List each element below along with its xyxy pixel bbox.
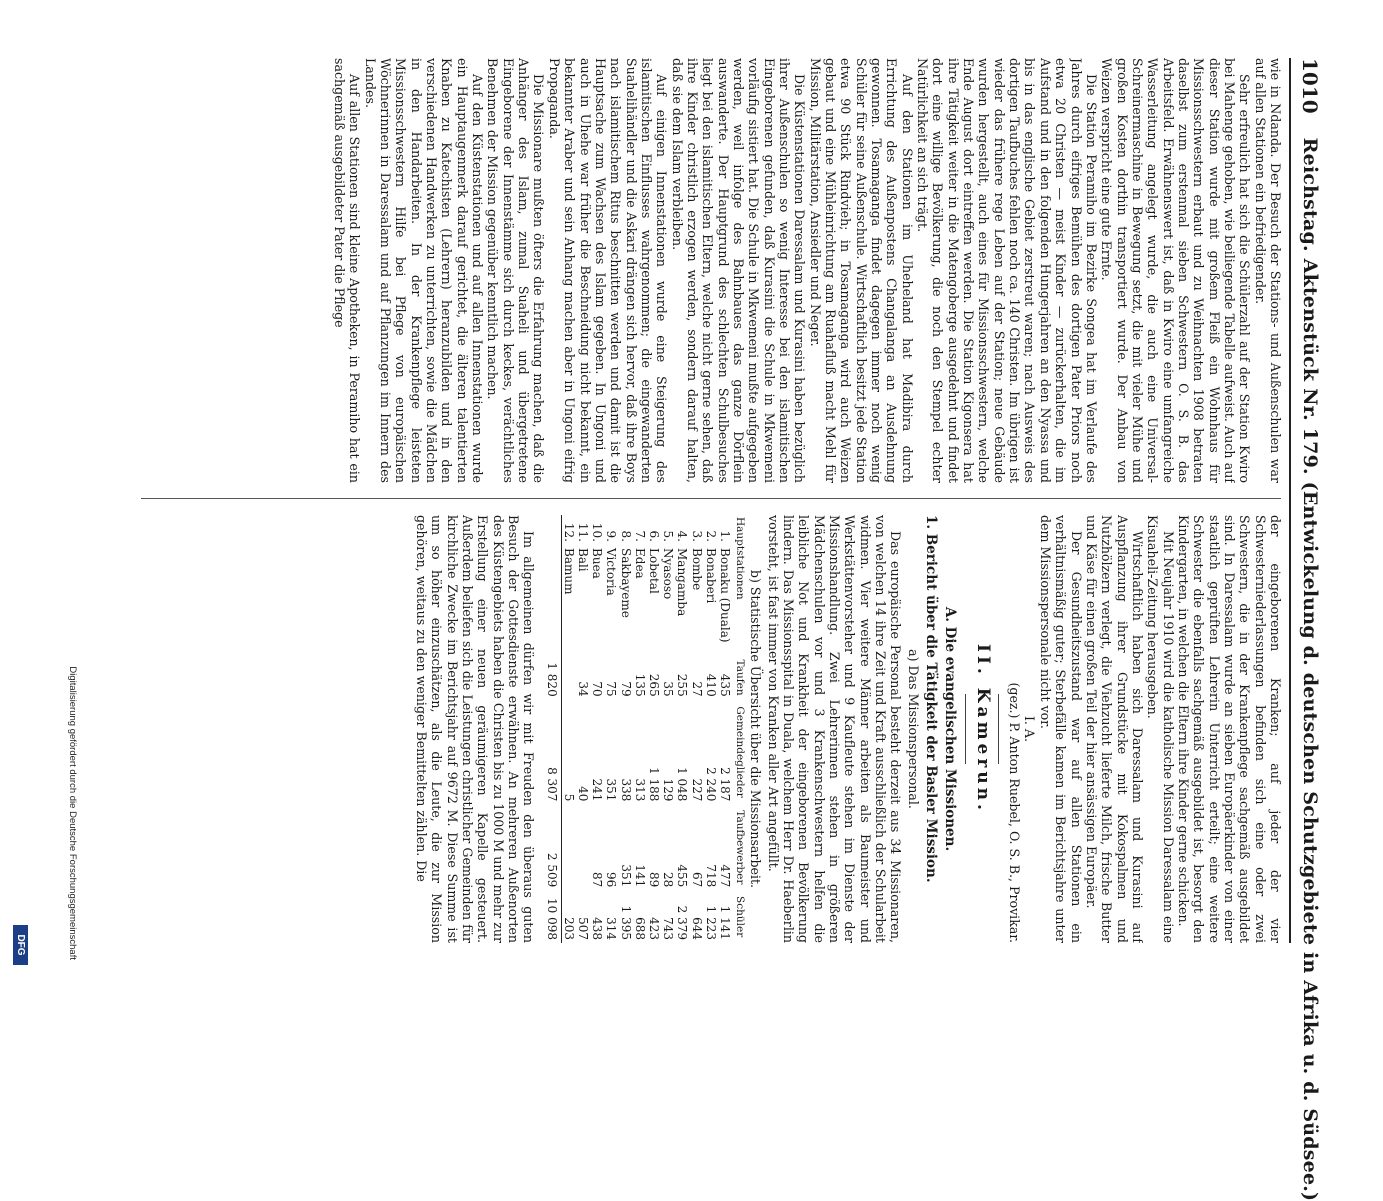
paragraph: Die Missionare mußten öfters die Erfahrung machen, daß die Anhänger des Islam, zumal Suaheli und übergetretene Eingeborene der Innenstämme sich durch keckes, verächtliches Benehmen der Mission gegenüber kenntlich machen. [485,58,547,483]
table-row [661,515,675,943]
station-name: Nyasoso [661,548,676,600]
total-spacer [544,515,561,655]
station-name: Bombe [689,548,704,591]
table-header: Taufbewerber [734,810,746,885]
cell-schueler: 423 [646,917,661,940]
row-number: 4. [675,530,690,542]
table-header: Taufen [734,659,746,696]
cell-schueler: 1 141 [718,905,732,940]
cell-schueler: 438 [590,917,605,940]
table-row [576,515,590,943]
table-header: Gemeindeglieder [734,706,746,798]
cell-taufen: 34 [575,681,590,697]
total-cell: 8 307 [544,700,561,805]
cell-schueler: 314 [604,917,619,940]
row-number: 9. [604,530,619,542]
row-number: 5. [661,530,676,542]
cell-taufen [561,655,576,699]
row-number: 11. [575,522,590,542]
cell-taufbewerber: 89 [646,872,661,888]
table-row [689,515,703,943]
report-heading: 1. Bericht über die Tätigkeit der Basler Mission. [923,515,940,883]
table-header: Schüler [734,896,746,938]
section-title: II. Kamerun. [972,644,993,814]
row-number: 8. [618,530,633,542]
digitization-credit: Digitalisierung gefördert durch die Deutsche Forschungsgemeinschaft [67,666,78,960]
row-number: 10. [590,522,605,542]
table-row [675,515,689,943]
section-separator [965,694,966,764]
cell-schueler: 1 395 [618,905,633,940]
table-row [718,515,732,943]
cell-gemeindeglieder: 227 [689,778,704,802]
row-number: 3. [689,530,704,542]
cell-taufbewerber: 28 [661,872,676,888]
station-name: Victoria [604,548,619,596]
station-name: Bonaberi [703,548,718,604]
cell-gemeindeglieder: 5 [561,793,576,802]
cell-schueler: 2 379 [675,905,690,940]
subheading-personal: a) Das Missionspersonal. [905,649,921,809]
row-number: 6. [646,530,661,542]
cell-gemeindeglieder: 338 [618,778,633,802]
cell-taufbewerber [561,804,576,890]
paragraph: Im allgemeinen dürfen wir mit Freuden den überaus guten Besuch der Gottesdienste erwähnen. An mehreren Außenorten des Küstengebiets haben die Christen bis zu 1000 M und mehr zur Erstellung einer neuen geräumigeren Kapelle gesteuert. Außerdem beliefen sich die Leistungen christlicher Gemeinden für kirchliche Zwecke im Berichtsjahr auf 9672 M. Diese Summe ist um so höher einzuschätzen, als die Leute, die zur Mission gehören, weitaus zu den weniger Bemittelten zählen. Die [413,515,537,943]
cell-taufen: 35 [661,681,676,697]
table-header-row [732,515,746,943]
cell-taufbewerber: 455 [675,864,690,888]
cell-taufbewerber: 477 [718,864,732,888]
cell-schueler: 507 [575,917,590,940]
page-header [1292,58,1328,1201]
cell-taufbewerber [576,804,590,890]
station-name: Sakbayeme [618,548,633,618]
paragraph: Wirtschaftlich haben sich Daressalam und Kurasini auf Auspflanzung ihrer Grundstücke mit Kokospalmen und Nutzhölzern verlegt, die Viehzucht lieferte Milch, frische Butter und Käse für einen großen Teil der hier ansässigen Europäer. [1083,515,1145,943]
cell-gemeindeglieder: 40 [575,786,590,802]
station-name: Lobetal [646,548,661,594]
cell-taufbewerber: 718 [703,864,718,888]
paragraph: der eingeborenen Kranken; auf jeder der vier Schwesterniederlassungen befinden sich eine oder zwei Schwestern, die in der Krankenpflege sachgemäß ausgebildet sind. In Daressalam wurde an sieben Europäerkinder von einer staatlich geprüften Lehrerin Unterricht erteilt; eine weitere Schwester die ebenfalls sachgemäß ausgebildet ist, besorgt den Kindergarten, in welchen die Eltern ihre Kinder gerne schicken. [1175,515,1283,943]
table-header: Hauptstationen [734,517,746,600]
page-title: Reichstag. Aktenstück Nr. 179. (Entwickelung d. deutschen Schutzgebiete in Afrika u. d. Südsee.) [1299,137,1321,1201]
cell-taufen: 255 [675,673,690,697]
table-row [618,515,632,943]
total-cell: 2 509 [544,804,561,890]
header-rule [1289,58,1291,943]
table-body [544,515,732,943]
cell-taufen: 435 [718,673,732,697]
right-column [135,515,1283,943]
cell-taufen: 265 [646,673,661,697]
left-column [135,58,1283,483]
paragraph: Auf den Stationen im Uheheland hat Madibira durch Errichtung des Außenpostens Changalanga an Ausdehnung gewonnen. Tosamaganga findet dagegen immer noch wenig Schüler für seine Außenschule. Wirtschaftlich besitzt jede Station etwa 90 Stück Rindvieh; in Tosamaganga wird auch Weizen gebaut und eine Mühleinrichtung am Ruahafluß macht Mehl für Mission, Militärstation, Ansiedler und Neger. [807,58,915,483]
row-number: 1. [718,530,732,542]
paragraph: Sehr erfreulich hat sich die Schülerzahl auf der Station Kwiro bei Mahenge gehoben, wie beiliegende Tabelle aufweist. Auch auf dieser Station wurde mit großem Fleiß ein Wohnhaus für Missionsschwestern erbaut und zu Weihnachten 1908 betraten daselbst zum erstenmal sieben Schwestern O. S. B. das Arbeitsfeld. Erwähnenswert ist, daß in Kwiro eine umfangreiche Wasserleitung angelegt wurde, die auch eine Universal-Schreinermaschine in Bewegung setzt, die mit vieler Mühe und großen Kosten dorthin transportiert wurde. Der Anbau von Weizen verspricht eine gute Ernte. [1099,58,1253,483]
page-number: 1010 [1298,58,1322,114]
table-row [704,515,718,943]
dfg-logo: DFG [13,925,28,965]
total-cell: 1 820 [544,655,561,699]
cell-taufen: 27 [689,681,704,697]
row-number: 12. [561,522,576,542]
cell-taufbewerber: 351 [618,864,633,888]
cell-schueler: 1 223 [703,905,718,940]
cell-taufen: 70 [590,681,605,697]
paragraph: wie in Ndanda. Der Besuch der Stations- und Außenschulen war auf allen Stationen ein befriedigender. [1252,58,1283,483]
paragraph: Auf den Küstenstationen und auf allen Innenstationen wurde ein Hauptaugenmerk darauf gerichtet, die älteren talentierten Knaben zu Katechisten (Lehrern) heranzubilden und in den verschiedenen Handwerken zu unterrichten, sowie die Mädchen in den Handarbeiten. In der Krankenpflege leisteten Missionsschwestern Hilfe bei Pflege von europäischen Wöchnerinnen in Daressalam und auf Pflanzungen im Innern des Landes. [362,58,486,483]
signature: (gez.) P. Anton Ruebel, O. S. B., Provikar. [1007,682,1023,943]
paragraph: Auf einigen Innenstationen wurde eine Steigerung des islamitischen Einflusses wahrgenommen; die eingewanderten Suahelihändler und die Askari drängen sich hervor, daß ihre Boys nach islamitischem Ritus beschnitten werden und damit ist die Hauptsache zum Wachsen des Islam gegeben. In Ungoni und auch in Uhehe war früher die Beschneidung nicht bekannt, ein bekannter Araber und sein Anhang machen aber in Ungoni eifrig Propaganda. [546,58,670,483]
total-cell: 10 098 [544,890,561,943]
cell-taufen: 410 [703,673,718,697]
station-name: Bonaku (Duala) [718,548,732,643]
signature-initials: I. A. [1022,715,1038,743]
column-divider [141,498,1281,499]
cell-gemeindeglieder: 241 [590,778,605,802]
table-row [647,515,661,943]
table-row [633,515,647,943]
cell-gemeindeglieder: 1 048 [675,767,690,802]
paragraph: Auf allen Stationen sind kleine Apotheken, in Peramiho hat ein sachgemäß ausgebildeter Pater die Pflege [332,58,363,483]
paragraph: Der Gesundheitszustand war auf allen Stationen ein verhältnismäßig guter; Sterbefälle kamen im Berichtsjahre unter dem Missionspersonale nicht vor. [1037,515,1084,943]
cell-schueler: 743 [661,917,676,940]
paragraph: Die Küstenstationen Daressalam und Kurasini haben bezüglich ihrer Außenschulen so wenig Interesse bei den islamitischen Eingeborenen gefunden, daß Kurasini die Schule in Mkwemeni vorläufig sistiert hat. Die Schule in Mkwemeni mußte aufgegeben werden, weil infolge des Bahnbaues das ganze Dörflein auswanderte. Der Hauptgrund des schlechten Schulbesuches liegt bei den islamitischen Eltern, welche nicht gerne sehen, daß ihre Kinder christlich erzogen werden, sondern darauf halten, daß sie dem Islam verbleiben. [669,58,808,483]
section-separator [998,694,999,764]
subsection-heading: A. Die evangelischen Missionen. [942,606,959,852]
cell-taufbewerber: 96 [604,872,619,888]
table-row [604,515,618,943]
row-number: 7. [632,530,647,542]
table-row [590,515,604,943]
cell-gemeindeglieder: 129 [661,778,676,802]
cell-gemeindeglieder: 313 [632,778,647,802]
cell-taufbewerber: 67 [689,872,704,888]
cell-gemeindeglieder: 351 [604,778,619,802]
cell-gemeindeglieder: 2 187 [718,767,732,802]
cell-taufbewerber: 87 [590,872,605,888]
cell-schueler: 644 [689,917,704,940]
paragraph: Das europäische Personal besteht derzeit aus 34 Missionaren, von welchen 14 ihre Zeit und Kraft ausschließlich der Schularbeit widmen. Vier weitere Männer arbeiten als Baumeister und Werkstättenvorsteher und 9 Kaufleute stehen im Dienste der Missionshandlung. Zwei Lehrerinnen stehen in größeren Mädchenschulen vor und 3 Krankenschwestern helfen die leibliche Not und Krankheit der eingeborenen Bevölkerung lindern. Das Missionsspital in Duala, welchem Herr Dr. Haeberlin vorsteht, ist fast immer von Kranken aller Art angefüllt. [765,515,904,943]
station-name: Bali [575,548,590,572]
paragraph: Mit Neujahr 1910 wird die katholische Mission Daressalam eine Kisuaheli-Zeitung herausgeben. [1145,515,1176,943]
cell-schueler: 688 [632,917,647,940]
station-name: Buea [590,548,605,579]
cell-schueler: 203 [561,917,576,940]
cell-taufbewerber: 141 [632,864,647,888]
cell-taufen: 79 [618,681,633,697]
statistics-table [544,515,746,943]
paragraph: Die Station Peramiho im Bezirke Songea hat im Verlaufe des Jahres durch eifriges Bemühen des dortigen Pater Priors noch etwa 20 Christen — meist Kinder — zurückerhalten, die im Aufstand und in den folgenden Hungerjahren an den Nyassa und bis in das englische Gebiet zerstreut waren; nach Ausweis des dortigen Taufbuches fehlen noch ca. 140 Christen. Im übrigen ist wieder das frühere rege Leben auf der Station; neue Gebäude wurden hergestellt, auch eines für Missionsschwestern, welche Ende August dort eintreffen werden. Die Station Kigonsera hat ihre Tätigkeit weiter in die Matengoberge ausgedehnt und findet dort eine willige Bevölkerung, die noch den Stempel echter Natürlichkeit an sich trägt. [915,58,1099,483]
subheading-statistics: b) Statistische Übersicht über die Missionsarbeit. [748,569,764,889]
station-name: Mangamba [675,548,690,617]
cell-gemeindeglieder: 2 240 [703,767,718,802]
row-number: 2. [703,530,718,542]
table-row [561,515,576,943]
station-name: Edea [632,548,647,579]
cell-gemeindeglieder: 1 188 [646,767,661,802]
table-total-row [544,515,561,943]
cell-taufen: 135 [632,673,647,697]
cell-taufen: 75 [604,681,619,697]
station-name: Bamum [561,548,576,595]
